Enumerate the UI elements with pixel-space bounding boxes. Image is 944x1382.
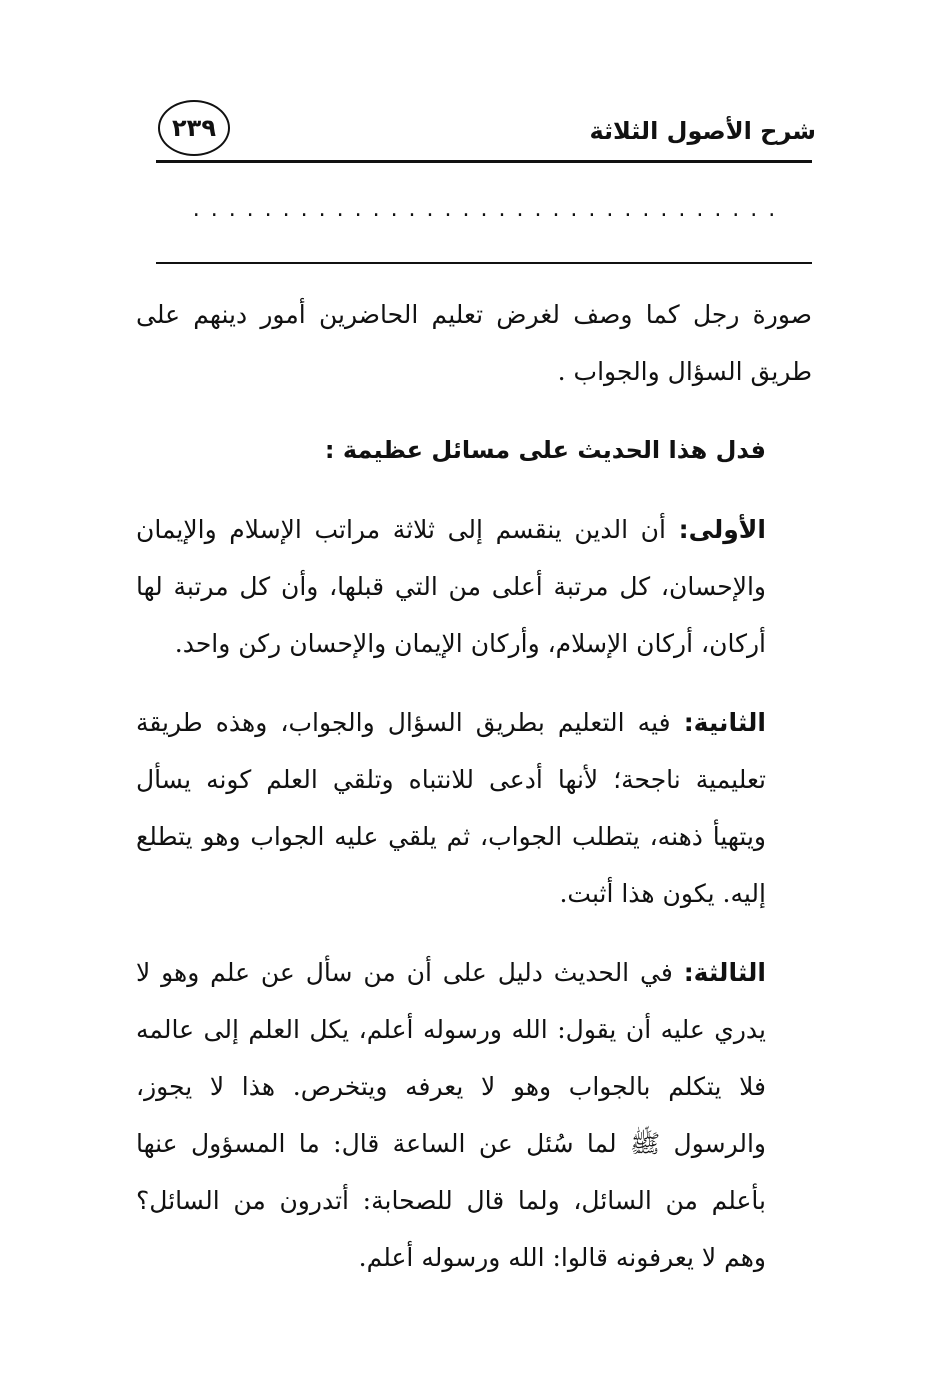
point-paragraph (136, 944, 812, 1286)
page-number: ٢٣٩ (172, 114, 216, 142)
point-lead: الأولى: (678, 515, 766, 544)
point-lead: الثانية: (683, 708, 766, 737)
page-number-badge (158, 100, 230, 156)
point-text: في الحديث دليل على أن من سأل عن علم وهو لا يدري عليه أن يقول: الله ورسوله أعلم، يكل العلم إلى عالمه فلا يتكلم بالجواب وهو لا يعرفه ويتخرص. هذا لا يجوز، والرسول ﷺ لما سُئل عن الساعة قال: ما المسؤول عنها بأعلم من السائل، ولما قال للصحابة: أتدرون من السائل؟ وهم لا يعرفونه قالوا: الله ورسوله أعلم. (136, 958, 766, 1272)
dotted-line: . . . . . . . . . . . . . . . . . . . . . . . . . . . . . . . . . (192, 197, 778, 222)
point-text: أن الدين ينقسم إلى ثلاثة مراتب الإسلام والإيمان والإحسان، كل مرتبة أعلى من التي قبلها، وأن كل مرتبة لها أركان، أركان الإسلام، وأركان الإيمان والإحسان ركن واحد. (136, 515, 766, 658)
point-lead: الثالثة: (683, 958, 766, 987)
point-paragraph (136, 694, 812, 922)
intro-paragraph: صورة رجل كما وصف لغرض تعليم الحاضرين أمور دينهم على طريق السؤال والجواب . (136, 300, 812, 386)
header-rule (156, 160, 812, 163)
point-paragraph (136, 501, 812, 672)
section-heading: فدل هذا الحديث على مسائل عظيمة : (324, 436, 766, 464)
main-text (136, 286, 812, 1308)
running-title: شرح الأصول الثلاثة (589, 117, 816, 145)
point-text: فيه التعليم بطريق السؤال والجواب، وهذه طريقة تعليمية ناجحة؛ لأنها أدعى للانتباه وتلقي العلم كونه يسأل ويتهيأ ذهنه، يتطلب الجواب، ثم يلقي عليه الجواب وهو يتطلع إليه. يكون هذا أثبت. (136, 708, 766, 908)
separator-rule (156, 262, 812, 264)
